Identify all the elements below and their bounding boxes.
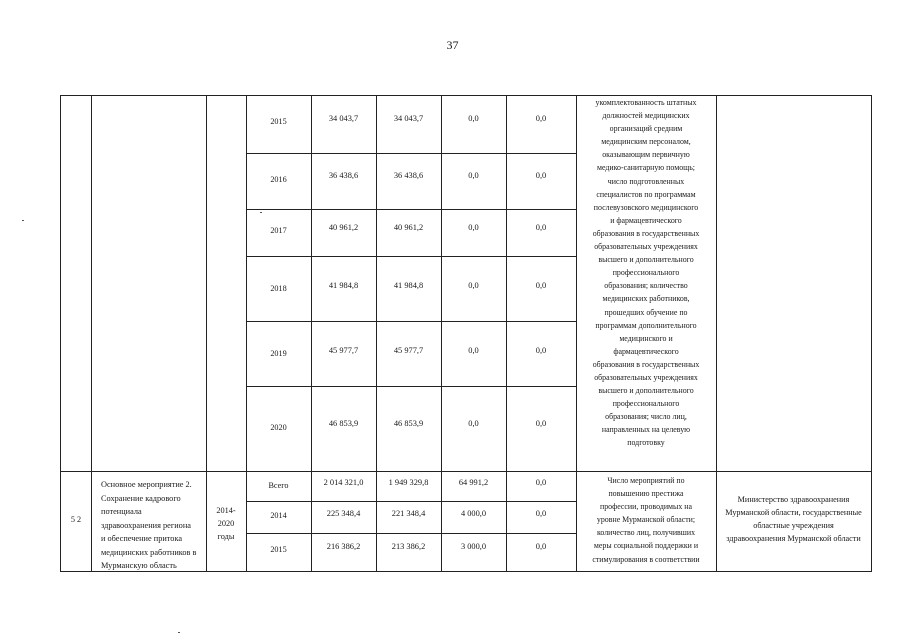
row-divider — [246, 256, 576, 257]
federal-budget-cell: 4 000,0 — [460, 509, 487, 518]
column-divider — [441, 96, 442, 571]
regional-budget-cell: 36 438,6 — [393, 171, 424, 180]
regional-budget-cell: 46 853,9 — [393, 419, 424, 428]
row-divider — [246, 533, 576, 534]
federal-budget-cell: 0,0 — [468, 419, 479, 428]
year-cell: 2019 — [270, 349, 287, 358]
row-divider — [246, 501, 576, 502]
section-divider — [61, 471, 871, 472]
row-divider — [246, 153, 576, 154]
total-cell: 34 043,7 — [328, 114, 359, 123]
other-sources-cell: 0,0 — [535, 281, 547, 290]
total-cell: 2 014 321,0 — [323, 478, 364, 487]
column-divider — [506, 96, 507, 571]
regional-budget-cell: 41 984,8 — [393, 281, 424, 290]
federal-budget-cell: 0,0 — [468, 114, 479, 123]
executor-text: Министерство здравоохранения Мурманской области, государственные областные учреждения здравоохранения Мурманской области — [725, 495, 862, 543]
event-period: 2014- 2020 годы — [216, 506, 236, 541]
other-sources-cell: 0,0 — [535, 171, 547, 180]
other-sources-cell: 0,0 — [535, 509, 547, 518]
scan-speck — [22, 220, 24, 221]
federal-budget-cell: 0,0 — [468, 346, 479, 355]
event-number: 5 2 — [70, 515, 82, 524]
year-cell: 2015 — [270, 117, 287, 126]
top-indicators-text: укомплектованность штатных должностей медицинских организаций средним медицинским персоналом, оказывающим первичную медико-санитарную помощь; число подготовленных специалистов по программам послевузовского медицинского и фармацевтического образования в государственных образовательных учреждениях высшего и дополнительного профессионального образования; количество медицинских работников, прошедших обучение по программам дополнительного медицинского и фармацевтического образования в государственных образовательных учреждениях высшего и дополнительного профессионального образования; число лиц, направленных на целевую подготовку — [592, 98, 700, 448]
regional-budget-cell: 34 043,7 — [393, 114, 424, 123]
total-cell: 46 853,9 — [328, 419, 359, 428]
year-cell: 2016 — [270, 175, 287, 184]
other-sources-cell: 0,0 — [535, 419, 547, 428]
scan-speck — [260, 212, 262, 213]
federal-budget-cell: 0,0 — [468, 281, 479, 290]
other-sources-cell: 0,0 — [535, 478, 547, 487]
column-divider — [206, 96, 207, 571]
other-sources-cell: 0,0 — [535, 346, 547, 355]
year-cell: 2020 — [270, 423, 287, 432]
row-divider — [246, 209, 576, 210]
column-divider — [376, 96, 377, 571]
regional-budget-cell: 221 348,4 — [391, 509, 426, 518]
total-cell: 36 438,6 — [328, 171, 359, 180]
year-cell: 2015 — [270, 545, 287, 554]
federal-budget-cell: 0,0 — [468, 223, 479, 232]
year-cell: 2018 — [270, 284, 287, 293]
event-title: Основное мероприятие 2. Сохранение кадрового потенциала здравоохранения региона и обеспечение притока медицинских работников в Мурманскую область — [101, 480, 197, 570]
total-cell: 40 961,2 — [328, 223, 359, 232]
regional-budget-cell: 213 386,2 — [391, 542, 426, 551]
page-number: 37 — [446, 38, 459, 52]
scan-speck — [178, 632, 180, 633]
year-cell: Всего — [268, 481, 289, 490]
total-cell: 45 977,7 — [328, 346, 359, 355]
row-divider — [246, 321, 576, 322]
regional-budget-cell: 45 977,7 — [393, 346, 424, 355]
regional-budget-cell: 40 961,2 — [393, 223, 424, 232]
other-sources-cell: 0,0 — [535, 114, 547, 123]
regional-budget-cell: 1 949 329,8 — [388, 478, 429, 487]
federal-budget-cell: 3 000,0 — [460, 542, 487, 551]
column-divider — [91, 96, 92, 571]
total-cell: 41 984,8 — [328, 281, 359, 290]
year-cell: 2014 — [270, 511, 287, 520]
program-table — [60, 95, 872, 572]
year-cell: 2017 — [270, 226, 287, 235]
row-divider — [246, 386, 576, 387]
other-sources-cell: 0,0 — [535, 542, 547, 551]
total-cell: 216 386,2 — [326, 542, 361, 551]
other-sources-cell: 0,0 — [535, 223, 547, 232]
bottom-indicators-text: Число мероприятий по повышению престижа профессии, проводимых на уровне Мурманской области; количество лиц, получивших меры социальной поддержки и стимулирования в соответствии — [592, 476, 700, 564]
federal-budget-cell: 0,0 — [468, 171, 479, 180]
column-divider — [246, 96, 247, 571]
total-cell: 225 348,4 — [326, 509, 361, 518]
federal-budget-cell: 64 991,2 — [458, 478, 489, 487]
column-divider — [311, 96, 312, 571]
